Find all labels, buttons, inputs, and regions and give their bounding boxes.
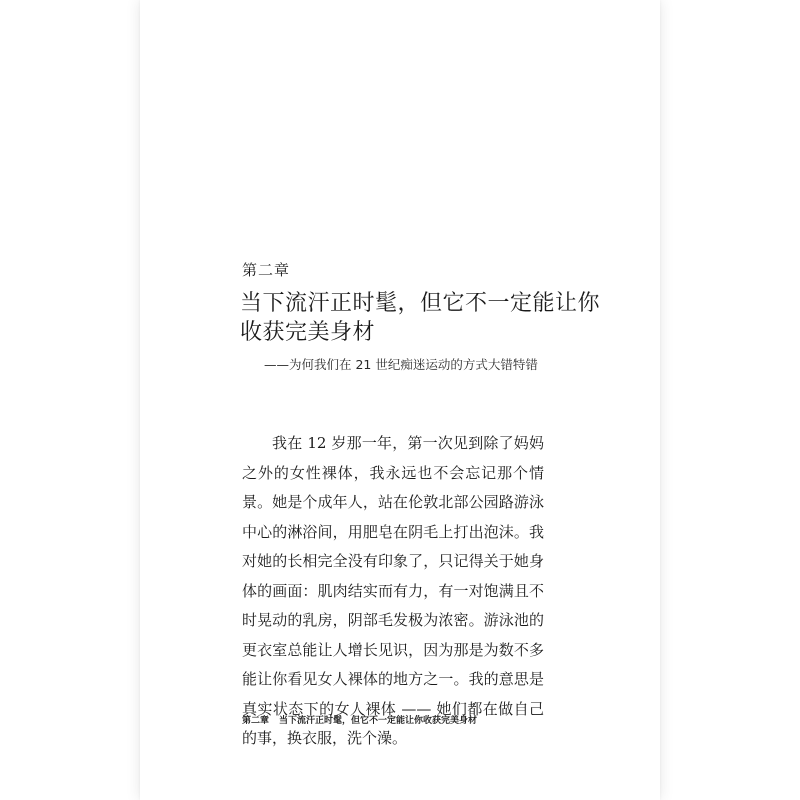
chapter-title: 当下流汗正时髦，但它不一定能让你收获完美身材 <box>240 291 601 345</box>
footer-title: 当下流汗正时髦，但它不一定能让你收获完美身材 <box>279 716 478 726</box>
body-paragraph: 我在 12 岁那一年，第一次见到除了妈妈之外的女性裸体，我永远也不会忘记那个情景。她是个成年人，站在伦敦北部公园路游泳中心的淋浴间，用肥皂在阴毛上打出泡沫。我对她的长相完全没有印象了，只记得关于她身体的画面：肌肉结实而有力，有一对饱满且不时晃动的乳房，阴部毛发极为浓密。游泳池的更衣室总能让人增长见识，因为那是为数不多能让你看见女人裸体的地方之一。我的意思是真实状态下的女人裸体 —— 她们都在做自己的事，换衣服，洗个澡。 <box>242 434 544 747</box>
footer-chapter: 第二章 <box>242 716 270 726</box>
chapter-label: 第二章 <box>242 261 291 279</box>
chapter-subtitle: ——为何我们在 21 世纪痴迷运动的方式大错特错 <box>264 357 538 372</box>
book-page <box>140 0 660 800</box>
running-footer <box>242 713 477 726</box>
